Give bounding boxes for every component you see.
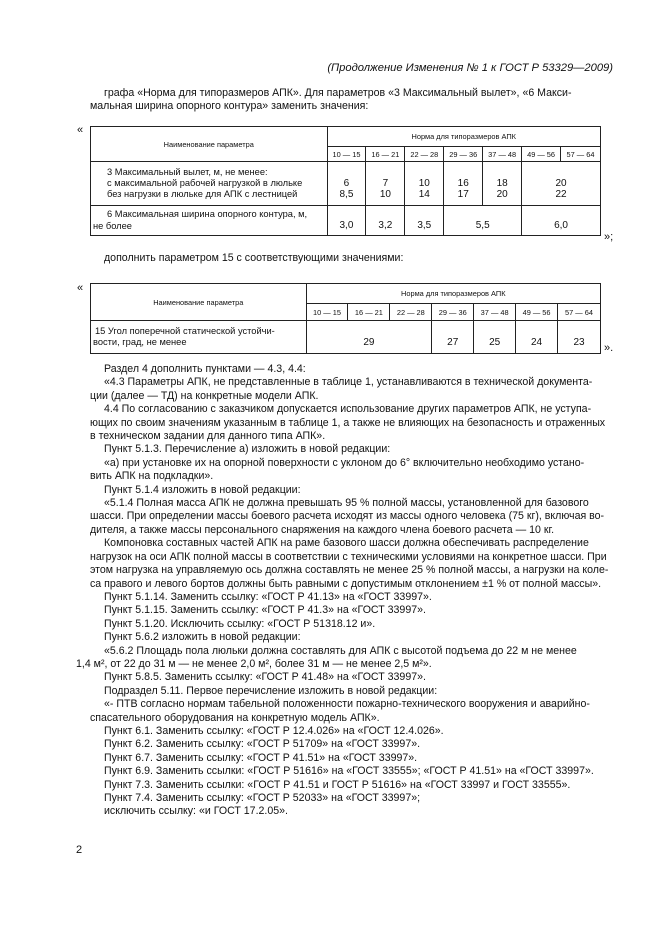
- text-line: Пункт 5.1.14. Заменить ссылку: «ГОСТ Р 41.13» на «ГОСТ 33997».: [104, 590, 432, 603]
- value: 7: [382, 178, 389, 189]
- size-header: 37 — 48: [474, 304, 516, 321]
- text-line: «5.1.4 Полная масса АПК не должна превышать 95 % полной массы, установленной для базового: [104, 497, 589, 510]
- text-line: вить АПК на подкладки».: [90, 470, 214, 483]
- close-quote: »;: [604, 231, 614, 243]
- value: 8,5: [339, 189, 354, 200]
- text-line: 4.4 По согласованию с заказчиком допускается использование других параметров АПК, не уступа-: [104, 403, 592, 416]
- text-line: «а) при установке их на опорной поверхности с уклоном до 6° включительно необходимо устано-: [104, 456, 585, 469]
- table-row: [91, 321, 601, 354]
- value-cell: [405, 162, 444, 206]
- size-header: 10 — 15: [327, 147, 366, 162]
- value-cell: [327, 162, 366, 206]
- text-line: Пункт 5.1.20. Исключить ссылку: «ГОСТ Р 51318.12 и».: [104, 617, 376, 630]
- table-params-1: [90, 126, 601, 236]
- text-line: са правого и левого бортов должны быть равными с допустимым отклонением ±1 % от полной массы».: [90, 577, 602, 590]
- text-line: Пункт 6.2. Заменить ссылку: «ГОСТ Р 51709» на «ГОСТ 33997».: [104, 738, 421, 751]
- value-cell: 6,0: [522, 206, 601, 236]
- page-header: (Продолжение Изменения № 1 к ГОСТ Р 53329—2009): [327, 62, 613, 74]
- value: 10: [418, 178, 430, 189]
- value-cell: [522, 162, 601, 206]
- value: 17: [457, 189, 469, 200]
- col-param-header: Наименование параметра: [91, 284, 307, 321]
- text-line: мальная ширина опорного контура» заменить значения:: [90, 100, 369, 113]
- text-line: ции (далее — ТД) на конкретные модели АПК.: [90, 389, 319, 402]
- value: 16: [457, 178, 469, 189]
- text-line: спасательного оборудования на конкретную модель АПК».: [90, 711, 380, 724]
- table-row: [91, 162, 601, 206]
- param-name: [91, 162, 328, 206]
- value-cell: 3,5: [405, 206, 444, 236]
- size-header: 29 — 36: [432, 304, 474, 321]
- text-line: 1,4 м², от 22 до 31 м — не менее 2,0 м², более 31 м — не менее 2,5 м²».: [76, 657, 432, 670]
- value-cell: 24: [516, 321, 558, 354]
- text-line: Пункт 5.1.3. Перечисление а) изложить в новой редакции:: [104, 443, 391, 456]
- param-name: [91, 321, 307, 354]
- size-header: 10 — 15: [306, 304, 348, 321]
- size-header: 37 — 48: [483, 147, 522, 162]
- col-norm-header: Норма для типоразмеров АПК: [306, 284, 600, 304]
- text-line: в техническом задании для данного типа АПК».: [90, 430, 326, 443]
- value: 6: [343, 178, 350, 189]
- size-header: 16 — 21: [348, 304, 390, 321]
- text-line: 3 Максимальный вылет, м, не менее:: [107, 166, 268, 177]
- text-line: Пункт 5.1.15. Заменить ссылку: «ГОСТ Р 41.3» на «ГОСТ 33997».: [104, 604, 426, 617]
- text-line: «4.3 Параметры АПК, не представленные в таблице 1, устанавливаются в технической документа-: [104, 376, 593, 389]
- value-cell: 3,2: [366, 206, 405, 236]
- size-header: 22 — 28: [390, 304, 432, 321]
- value-cell: [366, 162, 405, 206]
- value-cell: [444, 162, 483, 206]
- text-line: не более: [93, 220, 132, 231]
- text-line: Пункт 5.8.5. Заменить ссылку: «ГОСТ Р 41.48» на «ГОСТ 33997».: [104, 671, 426, 684]
- text-line: шасси. При определении массы боевого расчета исходят из массы одного человека (75 кг), включая во-: [90, 510, 605, 523]
- table-params-2: [90, 283, 601, 354]
- value-cell: 5,5: [444, 206, 522, 236]
- paragraph: дополнить параметром 15 с соответствующими значениями:: [104, 252, 404, 264]
- size-header: 57 — 64: [558, 304, 601, 321]
- value: 20: [496, 189, 508, 200]
- text-line: Пункт 6.1. Заменить ссылку: «ГОСТ Р 12.4.026» на «ГОСТ 12.4.026».: [104, 724, 444, 737]
- table-row: [91, 206, 601, 236]
- text-line: Пункт 6.9. Заменить ссылки: «ГОСТ Р 51616» на «ГОСТ 33555»; «ГОСТ Р 41.51» на «ГОСТ 33997».: [104, 765, 594, 778]
- value-cell: [483, 162, 522, 206]
- param-name: [91, 206, 328, 236]
- text-line: Пункт 5.6.2 изложить в новой редакции:: [104, 631, 301, 644]
- text-line: с максимальной рабочей нагрузкой в люльке: [107, 177, 303, 188]
- text-line: дителя, а также массы персонального снаряжения на каждого члена боевого расчета — 10 кг.: [90, 523, 555, 536]
- text-line: Подраздел 5.11. Первое перечисление изложить в новой редакции:: [104, 684, 438, 697]
- text-line: «- ПТВ согласно нормам табельной положенности пожарно-технического вооружения и аварийно-: [104, 698, 590, 711]
- value: 22: [555, 189, 567, 200]
- size-header: 22 — 28: [405, 147, 444, 162]
- value-cell: 27: [432, 321, 474, 354]
- body-text: [76, 363, 612, 819]
- text-line: вости, град, не менее: [93, 337, 187, 347]
- text-line: 15 Угол поперечной статической устойчи-: [95, 325, 275, 336]
- text-line: Компоновка составных частей АПК на раме базового шасси должна обеспечивать распределение: [104, 537, 589, 550]
- text-line: Пункт 7.4. Заменить ссылку: «ГОСТ Р 52033» на «ГОСТ 33997»;: [104, 792, 421, 804]
- value-cell: 29: [306, 321, 432, 354]
- text-line: Пункт 5.1.4 изложить в новой редакции:: [104, 483, 301, 496]
- value-cell: 25: [474, 321, 516, 354]
- text-line: без нагрузки в люльке для АПК с лестницей: [107, 189, 298, 200]
- text-line: Пункт 7.3. Заменить ссылки: «ГОСТ Р 41.51 и ГОСТ Р 51616» на «ГОСТ 33997 и ГОСТ 33555».: [104, 778, 571, 791]
- page-number: 2: [76, 844, 83, 856]
- text-line: нагрузок на оси АПК полной массы в соответствии с техническими условиями на конкретное шасси. При: [90, 550, 607, 563]
- value-cell: 3,0: [327, 206, 366, 236]
- col-param-header: Наименование параметра: [91, 127, 328, 162]
- size-header: 49 — 56: [522, 147, 561, 162]
- size-header: 49 — 56: [516, 304, 558, 321]
- text-line: Пункт 6.7. Заменить ссылку: «ГОСТ Р 41.51» на «ГОСТ 33997».: [104, 751, 418, 764]
- value: 14: [418, 189, 430, 200]
- text-line: 6 Максимальная ширина опорного контура, м,: [107, 209, 308, 220]
- size-header: 16 — 21: [366, 147, 405, 162]
- open-quote: «: [77, 124, 84, 136]
- value: 18: [496, 178, 508, 189]
- text-line: ющих по своим значениям указанным в таблице 1, а также не влияющих на безопасность и отраженных: [90, 416, 606, 429]
- value: 10: [379, 189, 391, 200]
- value: 20: [555, 178, 567, 189]
- close-quote: ».: [604, 342, 614, 354]
- text-line: графа «Норма для типоразмеров АПК». Для параметров «3 Максимальный вылет», «6 Макси-: [104, 87, 572, 99]
- text-line: «5.6.2 Площадь пола люльки должна составлять для АПК с высотой подъема до 22 м не менее: [104, 644, 577, 657]
- size-header: 57 — 64: [561, 147, 601, 162]
- text-line: этом нагрузка на управляемую ось должна составлять не менее 25 % полной массы, а нагрузки на коле-: [90, 564, 609, 577]
- size-header: 29 — 36: [444, 147, 483, 162]
- text-line: исключить ссылку: «и ГОСТ 17.2.05».: [104, 805, 288, 818]
- intro-paragraph: [90, 87, 612, 114]
- open-quote: «: [77, 282, 84, 294]
- value-cell: 23: [558, 321, 601, 354]
- text-line: Раздел 4 дополнить пунктами — 4.3, 4.4:: [104, 363, 306, 375]
- col-norm-header: Норма для типоразмеров АПК: [327, 127, 601, 147]
